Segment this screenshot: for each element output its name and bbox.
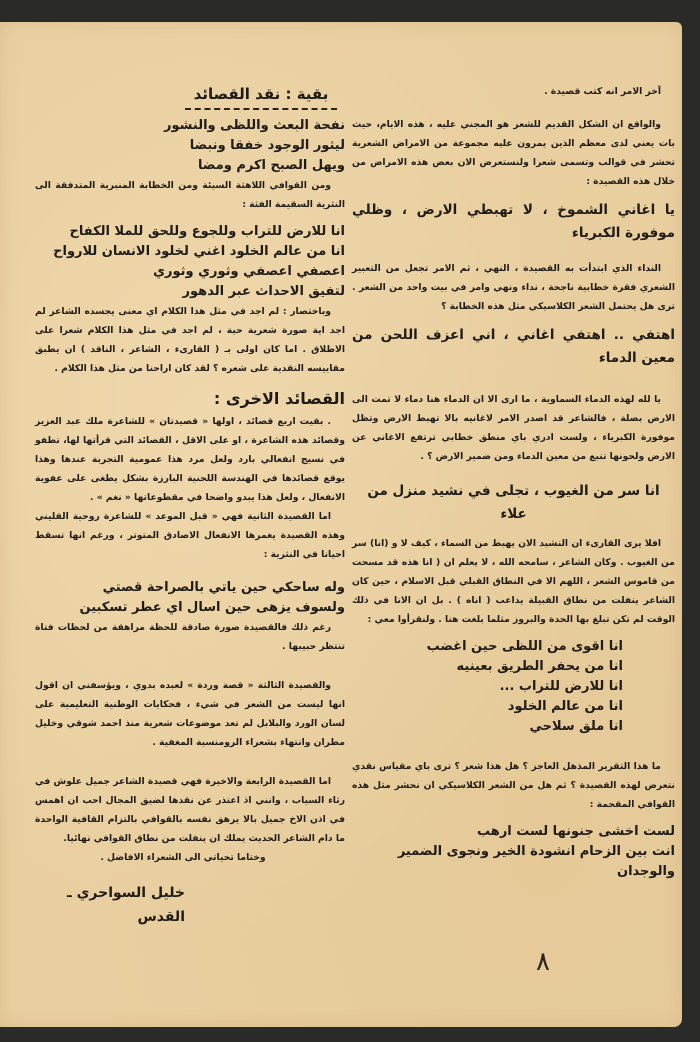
verse-line: نفحة البعث واللظى والنشور	[164, 118, 345, 133]
verse-block	[35, 578, 345, 618]
paragraph: وختاما تحياتي الى الشعراء الافاضل .	[100, 852, 266, 863]
paragraph: وباختصار : لم اجد في مثل هذا الكلام اي معنى يجسده الشاعر لم اجد اية صورة شعرية حية ، لم اجد في مثل هذا الكلام شعرا على الاطلاق . اما كان اولى بـ ( القارىء ، الشاعر ، الناقد ) ان يطبق مقاييسه النقدية على شعره ؟ لقد كان اراحنا من مثل هذا الكلام .	[35, 306, 345, 374]
page-number: ٨	[536, 947, 550, 977]
verse-line: انا ملق سلاحي	[529, 719, 623, 734]
quoted-verse: اهتفي .. اهتفي اغاني ، اني اعزف اللحن من معين الدماء	[352, 327, 675, 366]
paragraph: آخر الامر انه كتب قصيدة .	[544, 86, 661, 97]
paragraph: والواقع ان الشكل القديم للشعر هو المجني عليه ، هذه الايام، حيث بات يعني لدى معظم الذين يمرون عليه مجموعة من الامراض الشعرية تحشر في قوالب وتسمى شعرا ولنستعرض الان بعض هذه الامراض من خلال هذه القصيدة :	[352, 119, 675, 187]
paragraph: . بقيت اربع قصائد ، اولها « قصيدتان » للشاعرة ملك عبد العزيز وقصائد هذه الشاعرة ، او على الاقل ، القصائد التي قرأتها لها، تطفو في نسيج انفعالي بارد ولعل مرد هذا عمومية التجربة عندها وهذا يوقع قصائدها في الهندسة اللحنية البارزة بشكل يطغى على عفوية الانفعال ، ولعل هذا يبدو واضحا في مقطوعاتها « نغم » .	[35, 416, 345, 503]
left-column	[35, 82, 345, 929]
paragraph: والقصيدة الثالثة « قصة وردة » لعبده بدوي ، ويؤسفني ان اقول انها ليست من الشعر في شيء ، فحكايات الوطنية التعليمية على لسان الورد والبلابل لم تعد موضوعات شعرية منذ احمد شوقي وخليل مطران وانتهاء بشعراء الرومنسية المغفية .	[35, 680, 345, 748]
verse-block	[352, 822, 675, 882]
verse-block	[35, 222, 345, 302]
paragraph: يا لله لهذه الدماء السماوية ، ما ارى الا ان الدماء هنا دماء لا تمت الى الارض بصلة ، فالشاعر قد اصدر الامر لاغانيه بالا تهبط الارض وتظل موفورة الكبرياء ، ولست ادري باي منطق خطابي ترتفع الاغاني عن الارض ولحونها تنبع من معين الدماء ومن ضمير الارض ؟ .	[352, 394, 675, 462]
paragraph: اما القصيدة الرابعة والاخيرة فهي قصيدة الشاعر جميل علوش في رثاء السياب ، وانني اذ اعتذر عن نقدها لضيق المجال احب ان اهمس في اذن الاخ جميل بالا يرهق نفسه بالقوافي بالتزام القافية الواحدة ما دام الشاعر الحديث يملك ان ينفلت من نطاق القوافي نهائيا.	[35, 776, 345, 844]
verse-line: انا من عالم الخلود اغني لخلود الانسان للارواح	[53, 244, 345, 259]
right-column	[352, 82, 675, 882]
verse-line: انا اقوى من اللظى حين اغضب	[426, 639, 623, 654]
verse-block	[352, 637, 675, 737]
paragraph: ومن القوافي اللاهثة السيئة ومن الخطابة المنبرية المتدفقة الى النثرية السقيمة الفثة :	[35, 180, 345, 210]
verse-line: اعصفي اعصفي وثوري وثوري	[153, 264, 345, 279]
paragraph: رغم ذلك فالقصيدة صورة صادقة للحظة مراهقة من لحظات فتاة تنتظر حبيبها .	[35, 622, 345, 652]
verse-line: ولسوف يزهى حين اسال اي عطر تسكبين	[79, 600, 345, 615]
verse-line: ويهل الصبح اكرم ومضا	[198, 158, 345, 173]
verse-line: لتفيق الاحداث عبر الدهور	[182, 284, 345, 299]
verse-line: انا من يحفر الطريق بعينيه	[456, 659, 623, 674]
verse-line: لست اخشى جنونها لست ارهب	[477, 824, 675, 839]
paragraph: ما هذا التقرير المذهل العاجز ؟ هل هذا شعر ؟ ترى باي مقياس نقدي نتعرض لهذه القصيدة ؟ ثم هل من الشعر الكلاسيكي ان نحشر مثل هذه القوافي المقحمة :	[352, 761, 675, 810]
section-heading: القصائد الاخرى :	[213, 389, 345, 408]
magazine-page	[0, 22, 682, 1027]
verse-line: انا للارض للتراب وللجوع وللحق للملا الكفاح	[69, 224, 345, 239]
verse-line: انا للارض للتراب ...	[499, 679, 623, 694]
verse-line: وله ساحكي حين ياتي بالصراحة قصتي	[102, 580, 345, 595]
verse-line: انت بين الزحام انشودة الخير ونجوى الضمير والوجدان	[397, 844, 675, 879]
verse-line: انا من عالم الخلود	[507, 699, 623, 714]
title-rule	[185, 108, 337, 110]
verse-line: ليثور الوجود خفقا ونبضا	[189, 138, 345, 153]
quoted-verse: يا اغاني الشموخ ، لا تهبطي الارض ، وظلي موفورة الكبرياء	[352, 202, 675, 241]
article-title: بقية : نقد القصائد	[193, 85, 329, 103]
quoted-verse: انا سر من الغيوب ، تجلى في نشيد منزل من علاء	[367, 483, 660, 522]
verse-block	[35, 116, 345, 176]
paragraph: افلا يرى القارىء ان النشيد الان يهبط من السماء ، كيف لا و (انا) سر من الغيوب . وكان الشاعر ، سامحه الله ، لا يعلم ان ( انا هذه قد مسحت من قاموس الشعر ، اللهم الا في النطاق القبلي قبل الاسلام ، حين كان الشاعر ينفلت من نطاق القبيلة يداعب ( اناه ) . بل ان الانا في ذلك الوقت لم تكن تبلغ بها الحدة والبروز مثلما بلغت هنا . ولنقرأوا معي :	[352, 538, 675, 625]
author-signature: خليل السواحري ـ القدس	[66, 885, 185, 925]
paragraph: النداء الذي ابتدأت به القصيدة ، النهي ، ثم الامر تجعل من التعبير الشعري فقرة خطابية ناجحة ، نداء ونهي وامر في بيت واحد من الشعر . ترى هل يحتمل الشعر الكلاسيكي مثل هذه الخطابة ؟	[352, 263, 675, 312]
paragraph: اما القصيدة الثانية فهي « قبل الموعد » للشاعرة روحية القليني وهذه القصيدة يغمرها الانفعال الاصادق المتوتر ، ورغم انها تسقط احيانا في النثرية :	[35, 511, 345, 560]
